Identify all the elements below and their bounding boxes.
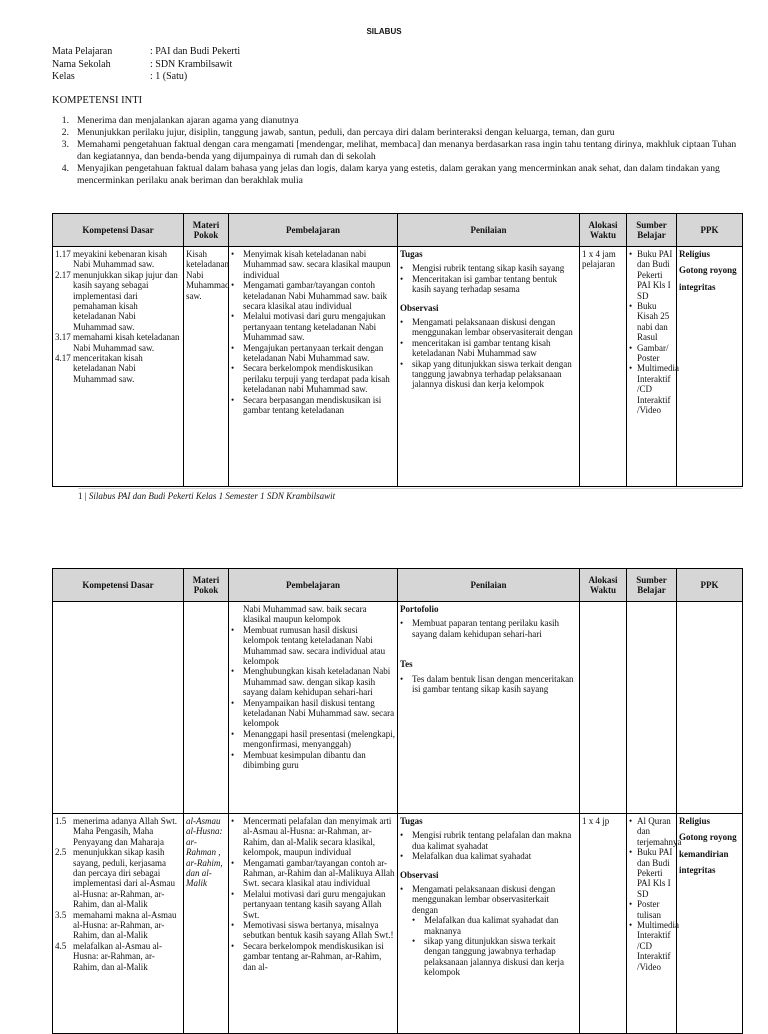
bullet-icon: • — [400, 337, 404, 348]
kd-text: menunjukkan sikap kasih sayang, peduli, kerjasama dan percaya diri sebagai implementasi dari al-Asmau al-Husna: ar-Rahman, ar-Rahim, dan al-Malik — [73, 847, 175, 910]
bullet-icon: • — [629, 249, 633, 259]
syllabus-table-page-2 — [52, 568, 743, 1034]
penilaian-cell — [398, 814, 580, 1034]
bullet-icon: • — [400, 263, 404, 274]
bullet-icon: • — [231, 888, 235, 899]
list-item-text: Mengisi rubrik tentang sikap kasih sayang — [412, 263, 565, 274]
kd-text: memahami kisah keteladanan Nabi Muhammad saw. — [73, 332, 180, 353]
sumber-cell — [627, 602, 677, 814]
list-item-text: menceritakan isi gambar tentang kisah keteladanan Nabi Muhammad saw — [412, 337, 551, 359]
ppk-value: Religius — [679, 816, 711, 826]
list-item-text: Tes dalam bentuk lisan dengan menceritakan isi gambar tentang sikap kasih sayang — [412, 673, 574, 695]
bullet-icon: • — [231, 363, 235, 374]
list-item — [231, 889, 395, 920]
list-item-text: Al Quran dan terjemahnya — [637, 816, 682, 847]
kd-number: 1.5 — [55, 816, 67, 826]
bullet-icon: • — [629, 847, 633, 858]
kd-text: menunjukkan sikap jujur dan kasih sayang sebagai implementasi dari pemahaman kisah keteladanan Nabi Muhammad saw. — [73, 269, 178, 332]
bullet-icon: • — [231, 857, 235, 868]
table-row — [53, 602, 743, 814]
list-item-text: Menceritakan isi gambar tentang bentuk kasih sayang terhadap sesama — [412, 273, 557, 295]
list-item-text: Buku PAI dan Budi Pekerti PAI Kls I SD — [637, 249, 673, 301]
bullet-icon: • — [629, 816, 633, 826]
pembelajaran-cell — [229, 814, 398, 1034]
list-item — [231, 666, 395, 697]
info-row — [52, 71, 240, 84]
bullet-icon: • — [629, 342, 633, 353]
list-item — [231, 249, 395, 280]
header-penilaian: Penilaian — [398, 214, 580, 247]
list-item — [629, 899, 674, 920]
list-item — [231, 729, 395, 750]
pembelajaran-cell — [229, 602, 398, 814]
kd-cell — [53, 814, 184, 1034]
kd-item — [55, 270, 181, 332]
ppk-value: integritas — [679, 281, 716, 292]
list-item — [629, 301, 674, 343]
bullet-icon: • — [231, 249, 235, 259]
list-item — [400, 851, 577, 861]
ki-text: Menyajikan pengetahuan faktual dalam bahasa yang jelas dan logis, dalam karya yang estetis, dalam gerakan yang mencerminkan anak sehat, dan dalam tindakan yang mencerminkan perilaku anak beriman dan berakhlak mulia — [77, 163, 720, 187]
bullet-icon: • — [412, 936, 416, 947]
kd-number: 1.17 — [55, 249, 71, 259]
kd-text: memahami makna al-Asmau al-Husna: ar-Rahman, ar-Rahim, dan al-Malik — [73, 909, 177, 941]
list-item — [400, 274, 577, 295]
list-item — [231, 395, 395, 416]
kd-text: melafalkan al-Asmau al-Husna: ar-Rahman, ar-Rahim, dan al-Malik — [73, 940, 162, 972]
list-item-text: Menghubungkan kisah keteladanan Nabi Muhammad saw. dengan sikap kasih sayang dalam kehidupan sehari-hari — [243, 666, 391, 698]
table-header-row — [53, 569, 743, 602]
header-sumber-belajar: Sumber Belajar — [627, 569, 677, 602]
list-item — [231, 363, 395, 394]
alokasi-cell — [580, 602, 627, 814]
bullet-icon: • — [400, 830, 404, 841]
list-item-text: Secara berpasangan mendiskusikan isi gambar tentang keteladanan — [243, 394, 382, 416]
list-item-text: Melalui motivasi dari guru mengajukan pertanyaan tentang kasih sayang Allah Swt. — [243, 888, 386, 920]
list-item-text: Multimedia Interaktif /CD Interaktif /Video — [637, 920, 679, 972]
info-value: : 1 (Satu) — [150, 71, 188, 82]
header-alokasi-waktu: Alokasi Waktu — [580, 214, 627, 247]
materi-cell: al-Asmau al-Husna: ar-Rahman , ar-Rahim, dan al-Malik — [184, 814, 229, 1034]
materi-cell: Kisah keteladanan Nabi Muhammad saw. — [184, 247, 229, 487]
identity-block — [52, 46, 240, 84]
ki-text: Menerima dan menjalankan ajaran agama yang dianutnya — [77, 115, 299, 126]
ppk-value: integritas — [679, 865, 716, 876]
list-item — [231, 311, 395, 342]
pembelajaran-cell — [229, 247, 398, 487]
info-row — [52, 59, 240, 72]
document-title: SILABUS — [366, 27, 402, 36]
list-item-text: Menyimak kisah keteladanan nabi Muhammad saw. secara klasikal maupun individual — [243, 249, 391, 280]
header-pembelajaran: Pembelajaran — [229, 569, 398, 602]
ppk-value: Gotong royong — [679, 832, 737, 843]
ki-text: Memahami pengetahuan faktual dengan cara mengamati [mendengar, melihat, membaca] dan menanya berdasarkan rasa ingin tahu tentang dirinya, makhluk ciptaan Tuhan dan kegiatannya, dan benda-benda yang dijumpainya di rumah dan di sekolah — [77, 139, 737, 163]
bullet-icon: • — [231, 816, 235, 826]
page-footer — [78, 488, 742, 501]
header-kompetensi-dasar: Kompetensi Dasar — [53, 569, 184, 602]
kd-item — [55, 847, 181, 909]
ki-number: 4. — [61, 163, 69, 175]
kd-item — [55, 249, 181, 270]
kd-number: 3.5 — [55, 909, 67, 920]
list-item — [231, 858, 395, 889]
penilaian-heading: Tugas — [400, 249, 423, 259]
list-item — [400, 936, 577, 978]
kd-number: 3.17 — [55, 332, 71, 343]
info-value: : SDN Krambilsawit — [150, 58, 233, 70]
list-item-text: Mengamati gambar/tayangan contoh keteladanan Nabi Muhammad saw. baik secara klasikal atau individual — [243, 280, 388, 312]
kd-item — [55, 353, 181, 384]
list-item-text: Mengamati pelaksanaan diskusi dengan menggunakan lembar observasiterait dengan — [412, 317, 573, 338]
list-item — [400, 338, 577, 359]
info-value: : PAI dan Budi Pekerti — [150, 46, 241, 57]
ppk-value: Religius — [679, 249, 711, 259]
list-item-text: Membuat kesimpulan dibantu dan dibimbing guru — [243, 749, 366, 771]
list-item — [231, 816, 395, 858]
list-item-text: Multimedia Interaktif /CD Interaktif /Video — [637, 363, 679, 416]
list-item — [400, 317, 577, 338]
list-item — [231, 920, 395, 941]
table-header-row — [53, 214, 743, 247]
penilaian-heading: Observasi — [400, 869, 439, 880]
bullet-icon: • — [231, 940, 235, 951]
bullet-icon: • — [400, 618, 404, 629]
kd-number: 4.5 — [55, 940, 67, 951]
sumber-cell — [627, 814, 682, 1034]
kd-cell — [53, 247, 184, 487]
bullet-icon: • — [629, 301, 633, 312]
list-item — [231, 941, 395, 972]
list-item-text: Poster tulisan — [637, 899, 661, 920]
ki-item — [52, 139, 742, 162]
list-item — [629, 816, 682, 847]
list-item — [231, 698, 395, 729]
ppk-cell — [677, 814, 743, 1034]
kd-text: menceritakan kisah keteladanan Nabi Muhammad saw. — [73, 353, 143, 384]
bullet-icon: • — [629, 899, 633, 910]
list-item-text: Melafalkan dua kalimat syahadat — [412, 851, 532, 862]
ki-item — [52, 127, 742, 139]
bullet-icon: • — [400, 358, 404, 369]
ki-number: 3. — [61, 139, 69, 151]
list-item-text: Membuat paparan tentang perilaku kasih sayang dalam kehidupan sehari-hari — [412, 618, 559, 639]
list-item-text: Mengajukan pertanyaan terkait dengan keteladanan Nabi Muhammad saw. — [243, 342, 384, 364]
ki-text: Menunjukkan perilaku jujur, disiplin, tanggung jawab, santun, peduli, dan percaya diri dalam berinteraksi dengan keluarga, teman, dan guru — [77, 127, 615, 139]
bullet-icon: • — [231, 624, 235, 635]
kd-number: 2.5 — [55, 847, 67, 858]
list-item — [400, 263, 577, 273]
list-item — [231, 750, 395, 771]
list-item-text: Membuat rumusan hasil diskusi kelompok tentang keteladanan Nabi Muhammad saw. secara individual atau kelompok — [243, 624, 386, 667]
bullet-icon: • — [231, 749, 235, 760]
bullet-icon: • — [231, 697, 235, 708]
ppk-value: Gotong royong — [679, 265, 737, 276]
bullet-icon: • — [231, 728, 235, 739]
list-item — [400, 618, 577, 639]
syllabus-table-page-1 — [52, 213, 743, 487]
header-alokasi-waktu: Alokasi Waktu — [580, 569, 627, 602]
ppk-cell — [677, 602, 743, 814]
list-item — [400, 915, 577, 936]
list-item-text: Mencermati pelafalan dan menyimak arti al-Asmau al-Husna: ar-Rahman, ar-Rahim, dan al-Malik secara klasikal, kelompok, maupun individual — [243, 816, 392, 858]
bullet-icon: • — [400, 317, 404, 328]
kd-text: menerima adanya Allah Swt. Maha Pengasih, Maha Penyayang dan Maharaja — [73, 816, 177, 847]
bullet-icon: • — [231, 342, 235, 353]
penilaian-heading: Tugas — [400, 816, 423, 826]
kd-number: 2.17 — [55, 269, 71, 280]
alokasi-cell: 1 x 4 jp — [580, 814, 627, 1034]
list-item-text: Melalui motivasi dari guru mengajukan pertanyaan tentang keteladanan Nabi Muhammad saw. — [243, 311, 386, 343]
list-item — [231, 604, 395, 625]
info-label: Kelas — [52, 71, 75, 82]
list-item-text: Menanggapi hasil presentasi (melengkapi, mengonfirmasi, menyanggah) — [243, 728, 395, 750]
header-ppk: PPK — [677, 214, 743, 247]
bullet-icon: • — [412, 915, 416, 926]
list-item-text: Melafalkan dua kalimat syahadat dan maknanya — [424, 915, 559, 936]
list-item-text: Buku PAI dan Budi Pekerti PAI Kls I SD — [637, 847, 673, 899]
bullet-icon: • — [231, 920, 235, 931]
footer-text: Silabus PAI dan Budi Pekerti Kelas 1 Semester 1 SDN Krambilsawit — [88, 491, 336, 501]
table-row — [53, 814, 743, 1034]
info-row — [52, 46, 240, 59]
bullet-icon: • — [400, 273, 404, 284]
header-penilaian: Penilaian — [398, 569, 580, 602]
ki-list — [52, 115, 742, 187]
bullet-icon: • — [400, 884, 404, 895]
penilaian-cell — [398, 247, 580, 487]
header-sumber-belajar: Sumber Belajar — [627, 214, 677, 247]
info-label: Mata Pelajaran — [52, 46, 113, 57]
list-item — [400, 830, 577, 851]
list-item-text: Memotivasi siswa bertanya, misalnya sebutkan bentuk kasih sayang Allah Swt.! — [243, 920, 394, 941]
header-kompetensi-dasar: Kompetensi Dasar — [53, 214, 184, 247]
list-item-text: Menyampaikan hasil diskusi tentang keteladanan Nabi Muhammad saw. secara kelompok — [243, 697, 395, 729]
bullet-icon: • — [400, 851, 404, 862]
ppk-cell — [677, 247, 743, 487]
list-item — [629, 847, 674, 899]
kd-item — [55, 910, 181, 941]
bullet-icon: • — [231, 394, 235, 405]
list-item — [400, 674, 577, 695]
list-item-text: Buku Kisah 25 nabi dan Rasul — [637, 301, 670, 343]
kd-item — [55, 816, 181, 847]
ki-item — [52, 115, 742, 127]
list-item — [231, 343, 395, 364]
list-item — [629, 363, 679, 416]
list-item-text: Mengamati gambar/tayangan contoh ar-Rahman, ar-Rahim dan al-Malikuya Allah Swt. secara klasikal atau individual — [243, 857, 395, 889]
bullet-icon: • — [629, 363, 633, 374]
materi-cell — [184, 602, 229, 814]
ki-number: 1. — [61, 115, 69, 126]
kd-item — [55, 941, 181, 972]
penilaian-cell — [398, 602, 580, 814]
header-materi-pokok: Materi Pokok — [184, 214, 229, 247]
table-row — [53, 247, 743, 487]
list-item — [231, 280, 395, 311]
kd-item — [55, 332, 181, 353]
list-item — [400, 359, 577, 390]
alokasi-cell: 1 x 4 jam pelajaran — [580, 247, 627, 487]
list-item — [629, 249, 674, 301]
ki-heading: KOMPETENSI INTI — [52, 95, 143, 106]
bullet-icon: • — [400, 673, 404, 684]
bullet-icon: • — [231, 280, 235, 291]
header-pembelajaran: Pembelajaran — [229, 214, 398, 247]
header-ppk: PPK — [677, 569, 743, 602]
list-item — [629, 920, 679, 972]
bullet-icon: • — [629, 920, 633, 931]
list-item-text: Gambar/ Poster — [637, 342, 669, 364]
list-item-text: sikap yang ditunjukkan siswa terkait dengan tanggung jawabnya terhadap pelaksanaan jalannya diskusi dan kerja kelompok — [424, 936, 564, 978]
penilaian-heading: Observasi — [400, 302, 439, 313]
bullet-icon: • — [231, 311, 235, 322]
list-item — [629, 343, 674, 364]
bullet-icon: • — [231, 666, 235, 677]
list-item-text: Mengisi rubrik tentang pelafalan dan makna dua kalimat syahadat — [412, 830, 572, 851]
list-item-text: sikap yang ditunjukkan siswa terkait dengan tanggung jawabnya terhadap pelaksanaan jalannya diskusi dan kerja kelompok — [412, 358, 572, 390]
list-item — [231, 625, 395, 667]
page-number: 1 | — [78, 491, 87, 501]
info-label: Nama Sekolah — [52, 58, 111, 70]
list-item-text: Secara berkelompok mendiskusikan perilaku terpuji yang terdapat pada kisah keteladanan nabi Muhammad saw. — [243, 363, 390, 395]
ki-number: 2. — [61, 127, 69, 139]
ki-item — [52, 163, 742, 186]
kd-text: meyakini kebenaran kisah Nabi Muhammad saw. — [73, 249, 167, 270]
penilaian-heading: Tes — [400, 659, 413, 670]
sumber-cell — [627, 247, 677, 487]
kd-cell — [53, 602, 184, 814]
header-materi-pokok: Materi Pokok — [184, 569, 229, 602]
list-item — [400, 884, 577, 915]
list-item-text: Nabi Muhammad saw. baik secara klasikal maupun kelompok — [243, 604, 367, 625]
penilaian-heading: Portofolio — [400, 604, 439, 614]
kd-number: 4.17 — [55, 353, 71, 364]
list-item-text: Mengamati pelaksanaan diskusi dengan menggunakan lembar observasiterkait dengan — [412, 884, 556, 915]
list-item-text: Secara berkelompok mendiskusikan isi gambar tentang ar-Rahman, ar-Rahim, dan al- — [243, 940, 384, 972]
ppk-value: kemandirian — [679, 848, 729, 859]
